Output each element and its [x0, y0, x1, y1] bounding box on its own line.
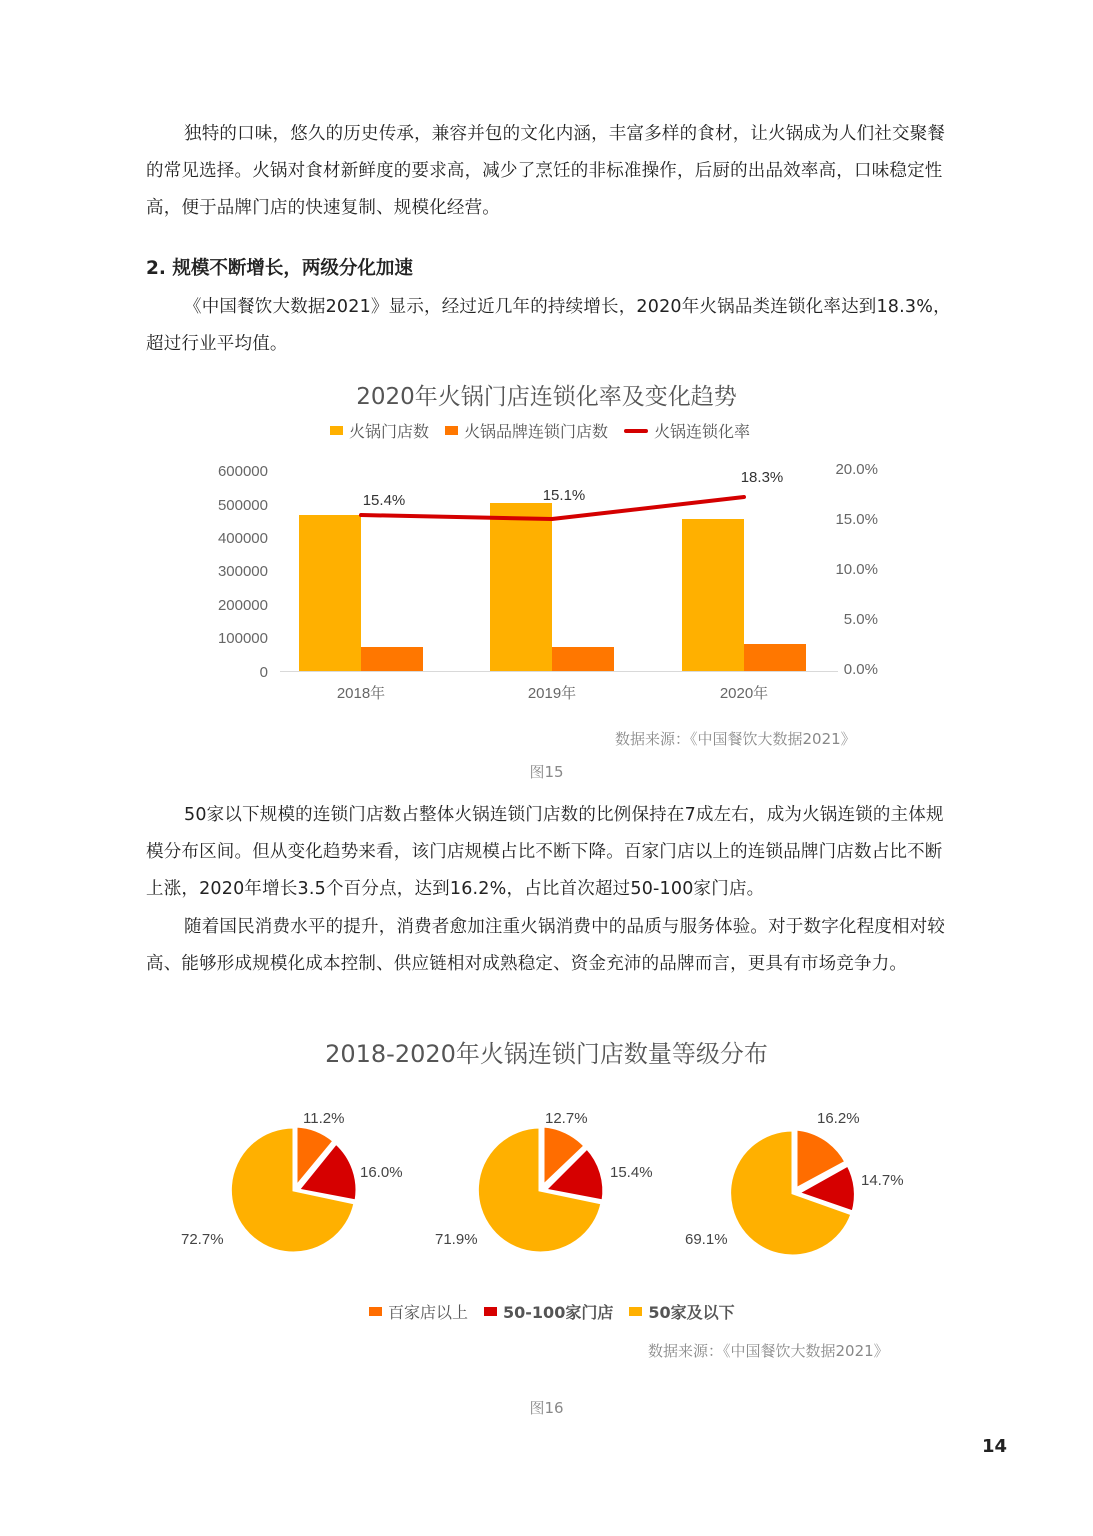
- svg-text:600000: 600000: [217, 463, 268, 480]
- left-axis: [218, 463, 268, 681]
- svg-text:0.0%: 0.0%: [843, 661, 878, 678]
- legend-item-100plus: [369, 1300, 468, 1323]
- legend-swatch-red: [484, 1307, 497, 1316]
- svg-text:10.0%: 10.0%: [835, 561, 878, 578]
- figure16-source: 数据来源：《中国餐饮大数据2021》: [648, 1342, 889, 1360]
- figure15-source: 数据来源：《中国餐饮大数据2021》: [615, 730, 856, 748]
- bar-2020-stores: [682, 519, 744, 671]
- bar-2019-chain: [552, 647, 614, 671]
- pie-2018: [181, 1110, 403, 1253]
- svg-text:71.9%: 71.9%: [435, 1231, 478, 1248]
- svg-text:15.4%: 15.4%: [610, 1164, 653, 1181]
- legend-swatch-orange: [445, 426, 458, 435]
- svg-text:0: 0: [259, 664, 268, 681]
- pie-2019: [435, 1110, 653, 1253]
- category-2019: 2019年: [527, 685, 577, 702]
- chart1-title: 2020年火锅门店连锁化率及变化趋势: [356, 384, 737, 410]
- section-paragraph-2: 50家以下规模的连锁门店数占整体火锅连锁门店数的比例保持在7成左右，成为火锅连锁的主体规模分布区间。但从变化趋势来看，该门店规模占比不断下降。百家门店以上的连锁品牌门店数占比不断上涨，2020年增长3.5个百分点，达到16.2%，占比首次超过50-100家门店。: [146, 805, 944, 899]
- section-paragraph-3: 随着国民消费水平的提升，消费者愈加注重火锅消费中的品质与服务体验。对于数字化程度相对较高、能够形成规模化成本控制、供应链相对成熟稳定、资金充沛的品牌而言，更具有市场竞争力。: [146, 917, 946, 974]
- legend-label: 50-100家门店: [503, 1303, 614, 1322]
- legend-label: 火锅连锁化率: [654, 422, 751, 441]
- legend-item-50-below: [629, 1300, 734, 1323]
- pie-2020: [685, 1110, 904, 1256]
- svg-text:15.0%: 15.0%: [835, 511, 878, 528]
- figure16-caption: 图16: [529, 1399, 564, 1417]
- svg-text:16.2%: 16.2%: [817, 1110, 860, 1127]
- bar-2018-chain: [361, 647, 423, 671]
- svg-text:69.1%: 69.1%: [685, 1231, 728, 1248]
- right-axis: [835, 461, 878, 678]
- svg-text:200000: 200000: [217, 597, 268, 614]
- svg-text:14.7%: 14.7%: [861, 1172, 904, 1189]
- legend-swatch-orange: [369, 1307, 382, 1316]
- bar-2018-stores: [299, 515, 361, 671]
- bar-2019-stores: [490, 503, 552, 671]
- svg-text:12.7%: 12.7%: [545, 1110, 588, 1127]
- section-paragraph-1: 《中国餐饮大数据2021》显示，经过近几年的持续增长，2020年火锅品类连锁化率达到18.3%，超过行业平均值。: [146, 297, 951, 354]
- legend-swatch-gold: [629, 1307, 642, 1316]
- legend-label: 50家及以下: [648, 1303, 735, 1322]
- legend-swatch-red-line: [624, 429, 648, 433]
- svg-text:72.7%: 72.7%: [181, 1231, 224, 1248]
- chart2-pies: [0, 1095, 1093, 1270]
- legend-item-50-100: [484, 1300, 613, 1323]
- category-2020: 2020年: [719, 685, 769, 702]
- bar-2020-chain: [744, 644, 806, 671]
- rate-label-2020: 18.3%: [740, 469, 784, 486]
- page-number: 14: [982, 1436, 1008, 1457]
- chart2-legend: [369, 1300, 735, 1323]
- rate-label-2018: 15.4%: [362, 492, 406, 509]
- chart2-title: 2018-2020年火锅连锁门店数量等级分布: [325, 1040, 768, 1068]
- category-2018: 2018年: [336, 685, 386, 702]
- rate-label-2019: 15.1%: [542, 487, 586, 504]
- svg-text:100000: 100000: [217, 630, 268, 647]
- svg-text:5.0%: 5.0%: [843, 611, 878, 628]
- chart1-plot: [0, 455, 1093, 705]
- svg-text:500000: 500000: [217, 497, 268, 514]
- legend-item-chain-stores: [445, 419, 608, 442]
- legend-label: 火锅品牌连锁门店数: [464, 422, 609, 441]
- legend-item-chain-rate: [624, 419, 750, 442]
- svg-text:11.2%: 11.2%: [303, 1110, 345, 1127]
- svg-text:16.0%: 16.0%: [360, 1164, 403, 1181]
- legend-label: 火锅门店数: [349, 422, 430, 441]
- legend-label: 百家店以上: [388, 1303, 469, 1322]
- intro-paragraph: 独特的口味，悠久的历史传承，兼容并包的文化内涵，丰富多样的食材，让火锅成为人们社交聚餐的常见选择。火锅对食材新鲜度的要求高，减少了烹饪的非标准操作，后厨的出品效率高，口味稳定性高，便于品牌门店的快速复制、规模化经营。: [146, 124, 946, 218]
- legend-item-stores: [330, 419, 429, 442]
- svg-text:300000: 300000: [217, 563, 268, 580]
- svg-text:20.0%: 20.0%: [835, 461, 878, 478]
- svg-text:400000: 400000: [217, 530, 268, 547]
- section-heading: 2. 规模不断增长，两级分化加速: [146, 258, 413, 279]
- legend-swatch-gold: [330, 426, 343, 435]
- chart1-legend: [330, 419, 750, 442]
- figure15-caption: 图15: [529, 763, 564, 781]
